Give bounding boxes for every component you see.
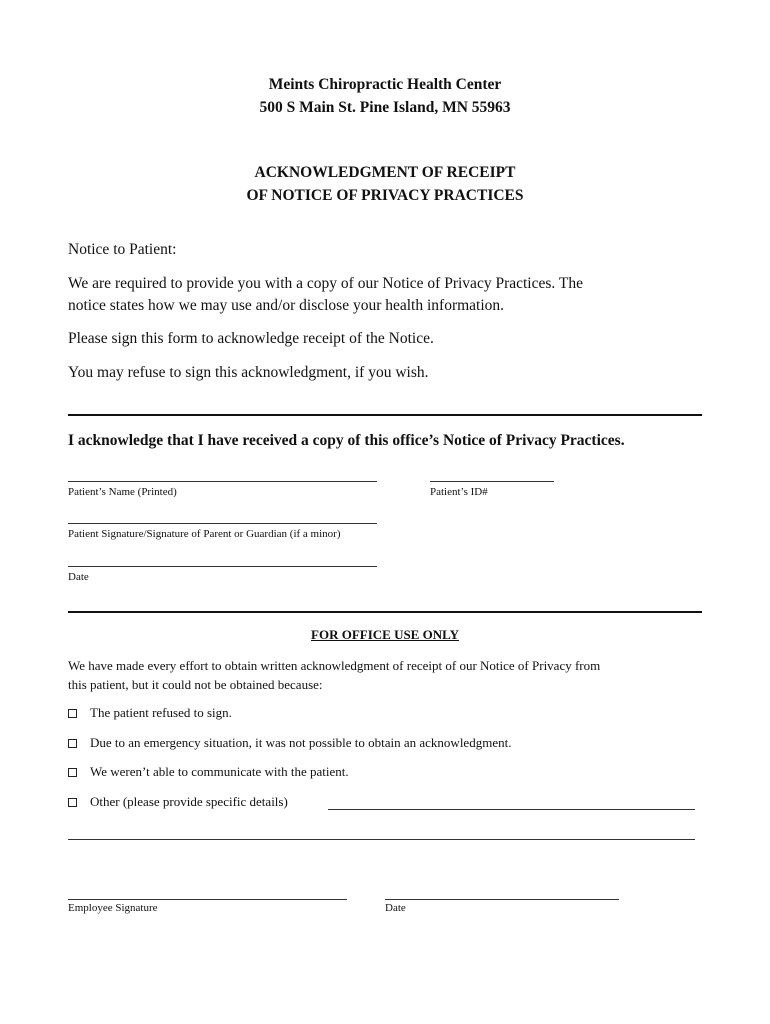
notice-paragraph-1-line2: notice states how we may use and/or disclose your health information.	[68, 297, 505, 314]
employee-signature-field[interactable]	[68, 899, 347, 900]
acknowledgment-statement: I acknowledge that I have received a copy of this office’s Notice of Privacy Practices.	[68, 432, 625, 449]
form-title-line2: OF NOTICE OF PRIVACY PRACTICES	[246, 187, 524, 204]
section-divider	[68, 414, 702, 416]
patient-id-field[interactable]	[430, 481, 554, 482]
office-intro-line2: this patient, but it could not be obtained because:	[68, 677, 323, 692]
notice-paragraph-3: You may refuse to sign this acknowledgment, if you wish.	[68, 364, 429, 381]
option-label: We weren’t able to communicate with the patient.	[90, 764, 349, 779]
office-use-heading: FOR OFFICE USE ONLY	[311, 627, 459, 642]
patient-signature-field[interactable]	[68, 523, 377, 524]
option-refused[interactable]	[68, 705, 232, 721]
option-other[interactable]	[68, 794, 288, 810]
org-address: 500 S Main St. Pine Island, MN 55963	[259, 99, 511, 116]
patient-date-field[interactable]	[68, 566, 377, 567]
office-intro-line1: We have made every effort to obtain written acknowledgment of receipt of our Notice of Privacy from	[68, 658, 601, 673]
notice-paragraph-1-line1: We are required to provide you with a copy of our Notice of Privacy Practices. The	[68, 275, 583, 292]
patient-date-label: Date	[68, 571, 89, 583]
notice-paragraph-2: Please sign this form to acknowledge receipt of the Notice.	[68, 330, 434, 347]
org-name: Meints Chiropractic Health Center	[268, 76, 502, 93]
form-title-line1: ACKNOWLEDGMENT OF RECEIPT	[254, 164, 516, 181]
option-label: The patient refused to sign.	[90, 705, 232, 720]
patient-id-label: Patient’s ID#	[430, 486, 488, 498]
office-section-divider	[68, 611, 702, 613]
checkbox-icon[interactable]	[68, 739, 77, 748]
patient-name-field[interactable]	[68, 481, 377, 482]
other-details-continuation-field[interactable]	[68, 839, 695, 840]
checkbox-icon[interactable]	[68, 709, 77, 718]
notice-salutation: Notice to Patient:	[68, 241, 177, 258]
checkbox-icon[interactable]	[68, 798, 77, 807]
employee-date-field[interactable]	[385, 899, 619, 900]
option-label: Due to an emergency situation, it was not possible to obtain an acknowledgment.	[90, 735, 512, 750]
employee-date-label: Date	[385, 902, 406, 914]
option-no-communication[interactable]	[68, 764, 349, 780]
employee-signature-label: Employee Signature	[68, 902, 158, 914]
other-details-field[interactable]	[328, 809, 695, 810]
checkbox-icon[interactable]	[68, 768, 77, 777]
patient-signature-label: Patient Signature/Signature of Parent or Guardian (if a minor)	[68, 528, 341, 540]
option-emergency[interactable]	[68, 735, 511, 751]
option-label: Other (please provide specific details)	[90, 794, 288, 809]
patient-name-label: Patient’s Name (Printed)	[68, 486, 177, 498]
